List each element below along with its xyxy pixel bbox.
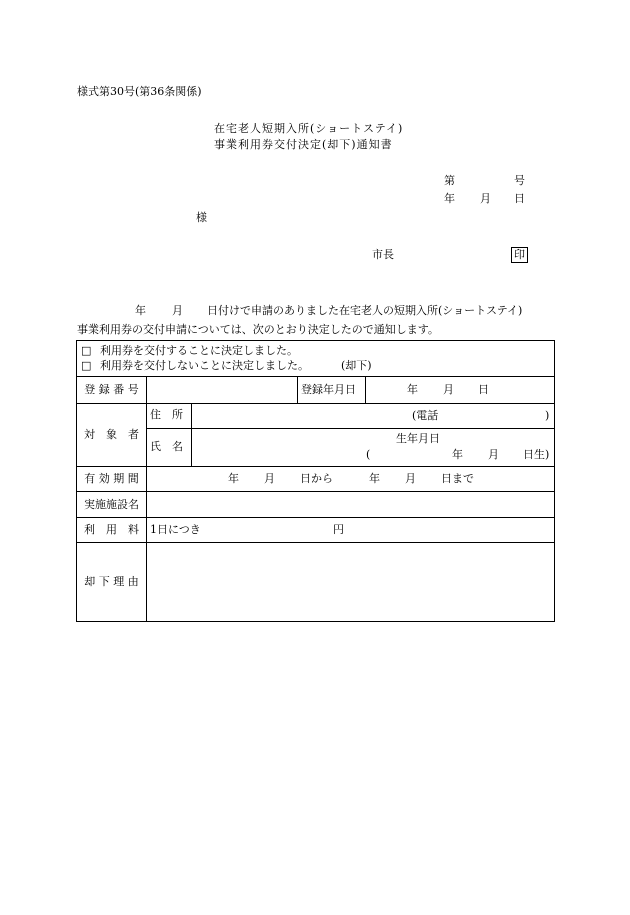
phone-open: (電話: [412, 409, 439, 422]
doc-date-month: 月: [480, 192, 491, 205]
option-text-issue: 利用券を交付することに決定しました。: [100, 344, 298, 357]
option-note-reject: (却下): [341, 359, 372, 372]
facility-label: 実施施設名: [84, 498, 139, 511]
fee-unit: 円: [333, 523, 344, 536]
registration-date-day: 日: [478, 383, 489, 396]
option-checkbox-issue[interactable]: □: [81, 344, 92, 357]
table-rule: [77, 542, 554, 543]
phone-close: ): [545, 409, 550, 422]
table-rule: [146, 428, 554, 429]
table-rule: [77, 517, 554, 518]
validity-from-month: 月: [264, 472, 275, 485]
form-number: 様式第30号(第36条関係): [77, 85, 202, 98]
table-rule: [77, 491, 554, 492]
table-rule: [191, 403, 192, 466]
body-year: 年: [135, 304, 146, 317]
validity-from-day: 日から: [300, 472, 333, 485]
table-rule: [365, 376, 366, 403]
table-rule: [146, 376, 147, 621]
option-text-reject: 利用券を交付しないことに決定しました。: [100, 359, 309, 372]
table-rule: [297, 376, 298, 403]
doc-number-prefix: 第: [444, 174, 455, 187]
address-label: 住 所: [150, 408, 183, 421]
issuer-title: 市長: [372, 248, 394, 261]
validity-label: 有 効 期 間: [84, 472, 139, 485]
document-title-line1: 在宅老人短期入所(ショートステイ): [214, 122, 404, 135]
body-month: 月: [172, 304, 183, 317]
doc-date-year: 年: [444, 192, 455, 205]
registration-number-label: 登 録 番 号: [84, 383, 139, 396]
registration-date-year: 年: [407, 383, 418, 396]
validity-from-year: 年: [228, 472, 239, 485]
fee-label: 利 用 料: [84, 523, 139, 536]
validity-to-year: 年: [369, 472, 380, 485]
validity-to-month: 月: [405, 472, 416, 485]
table-rule: [77, 466, 554, 467]
body-line1: 日付けで申請のありました在宅老人の短期入所(ショートステイ): [207, 304, 523, 317]
body-line2: 事業利用券の交付申請については、次のとおり決定したので通知します。: [77, 323, 439, 336]
doc-date-day: 日: [514, 192, 525, 205]
birthdate-month: 月: [488, 448, 499, 461]
rejection-reason-label: 却 下 理 由: [84, 575, 139, 588]
seal-stamp: 印: [511, 247, 528, 263]
fee-prefix: 1日につき: [150, 523, 201, 536]
birthdate-open: (: [366, 448, 371, 461]
registration-date-label: 登録年月日: [301, 383, 356, 396]
addressee-honorific: 様: [196, 211, 207, 224]
decision-table: [76, 340, 555, 622]
birthdate-year: 年: [452, 448, 463, 461]
subject-label: 対 象 者: [84, 428, 139, 441]
birthdate-day-close: 日生): [523, 448, 550, 461]
name-label: 氏 名: [150, 440, 183, 453]
table-rule: [77, 376, 554, 377]
validity-to-day: 日まで: [441, 472, 474, 485]
doc-number-suffix: 号: [514, 174, 525, 187]
option-checkbox-reject[interactable]: □: [81, 359, 92, 372]
birthdate-label: 生年月日: [396, 432, 440, 445]
registration-date-month: 月: [443, 383, 454, 396]
table-rule: [77, 403, 554, 404]
document-title-line2: 事業利用券交付決定(却下)通知書: [214, 138, 393, 151]
